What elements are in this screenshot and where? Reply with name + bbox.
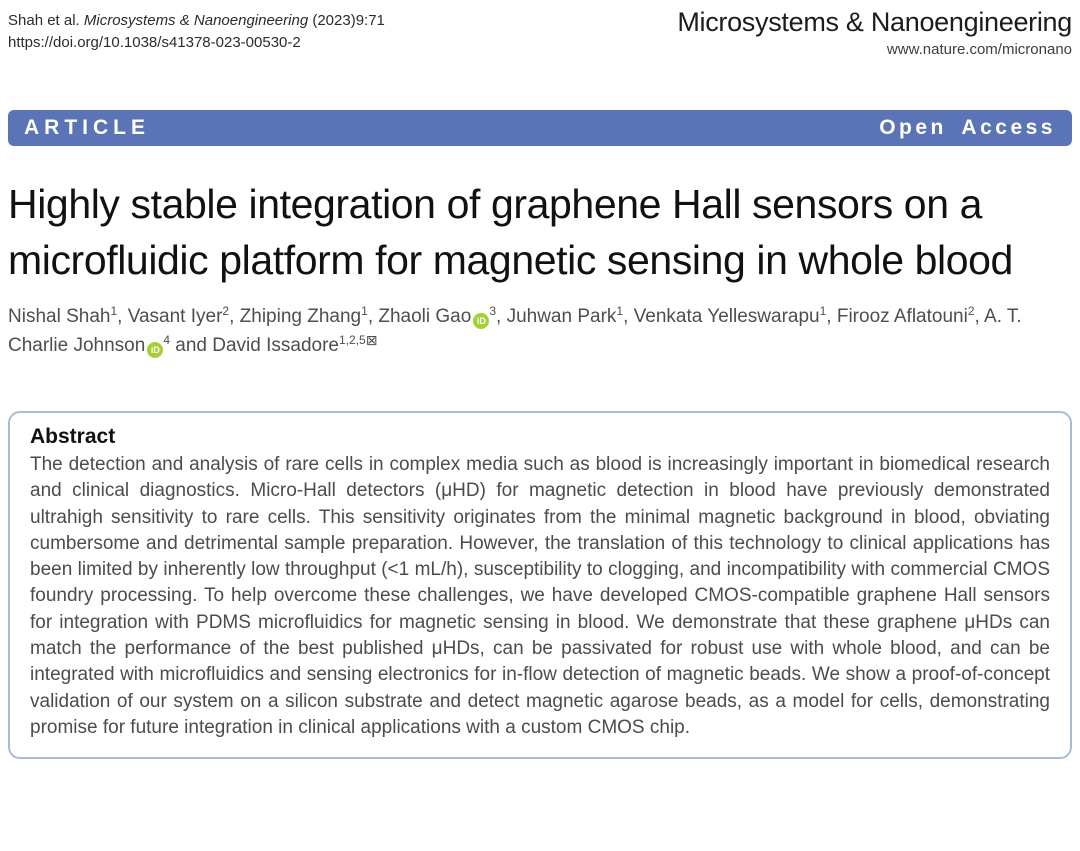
author-name: Zhaoli Gao [378, 306, 472, 327]
article-type-banner [8, 110, 1072, 146]
author-name: Juhwan Park [506, 306, 617, 327]
citation-block [8, 8, 385, 54]
author-affiliation-superscript: 4 [163, 333, 170, 348]
author-affiliation-superscript: 1 [361, 304, 368, 318]
author-affiliation-superscript: 1,2,5 [339, 333, 366, 348]
author-affiliation-superscript: 1 [819, 304, 827, 318]
author-affiliation-superscript: 2 [222, 304, 230, 318]
orcid-icon[interactable]: iD [147, 342, 163, 358]
journal-url-link[interactable]: www.nature.com/micronano [886, 40, 1072, 58]
abstract-box [8, 411, 1072, 759]
author-separator: , [623, 306, 634, 327]
abstract-text: The detection and analysis of rare cells in complex media such as blood is increasingly important in biomedical research and clinical diagnostics. Micro-Hall detectors (μHD) for magnetic detection in blood have previously demonstrated ultrahigh sensitivity to rare cells. This sensitivity originates from the minimal magnetic background in blood, obviating cumbersome and detrimental sample preparation. However, the translation of this technology to clinical applications has been limited by inherently low throughput (<1 mL/h), susceptibility to clogging, and incompatibility with commercial CMOS foundry processing. To help overcome these challenges, we have developed CMOS-compatible graphene Hall sensors for integration with PDMS microfluidics for magnetic sensing in blood. We demonstrate that these graphene μHDs can match the performance of the best published μHDs, can be passivated for robust use with whole blood, and can be integrated with microfluidics and sensing electronics for in-flow detection of magnetic beads. We show a proof-of-concept validation of our system on a silicon substrate and detect magnetic agarose beads, as a model for cells, demonstrating promise for future integration in clinical applications with a custom CMOS chip. [30, 453, 1050, 738]
author-name: Nishal Shah [8, 306, 111, 327]
author-affiliation-superscript: 2 [967, 304, 975, 318]
author-separator: and [170, 335, 213, 357]
journal-block [677, 8, 1072, 58]
doi-link[interactable]: https://doi.org/10.1038/s41378-023-00530-2 [8, 33, 301, 51]
author-separator: , [826, 306, 837, 327]
author-name: David Issadore [212, 335, 339, 357]
page-header [8, 8, 1072, 58]
author-list [8, 302, 1072, 361]
citation-suffix: (2023)9:71 [308, 12, 385, 29]
author-separator: , [117, 306, 128, 327]
author-name: Zhiping Zhang [239, 306, 362, 327]
journal-name: Microsystems & Nanoengineering [677, 7, 1072, 37]
open-access-label: Open Access [879, 115, 1056, 139]
corresponding-author-email-icon[interactable]: ⊠ [365, 332, 378, 349]
orcid-icon[interactable]: iD [473, 313, 489, 329]
author-affiliation-superscript: 1 [616, 304, 624, 318]
citation-prefix: Shah et al. [8, 12, 84, 29]
author-separator: , [496, 306, 507, 327]
author-name: Firooz Aflatouni [836, 306, 968, 327]
citation-line [8, 10, 385, 32]
author-name: A. T. Charlie Johnson [8, 306, 1022, 357]
author-separator: , [974, 306, 985, 327]
author-affiliation-superscript: 1 [110, 304, 118, 318]
author-affiliation-superscript: 3 [489, 304, 497, 318]
article-type-label: ARTICLE [24, 115, 150, 139]
author-name: Venkata Yelleswarapu [633, 306, 820, 327]
author-separator: , [229, 306, 240, 327]
citation-journal-name: Microsystems & Nanoengineering [83, 12, 309, 29]
article-title: Highly stable integration of graphene Hall sensors on a microfluidic platform for magnetic sensing in whole blood [8, 180, 1013, 283]
author-separator: , [367, 306, 379, 327]
abstract-heading: Abstract [30, 424, 116, 448]
author-name: Vasant Iyer [127, 306, 223, 327]
